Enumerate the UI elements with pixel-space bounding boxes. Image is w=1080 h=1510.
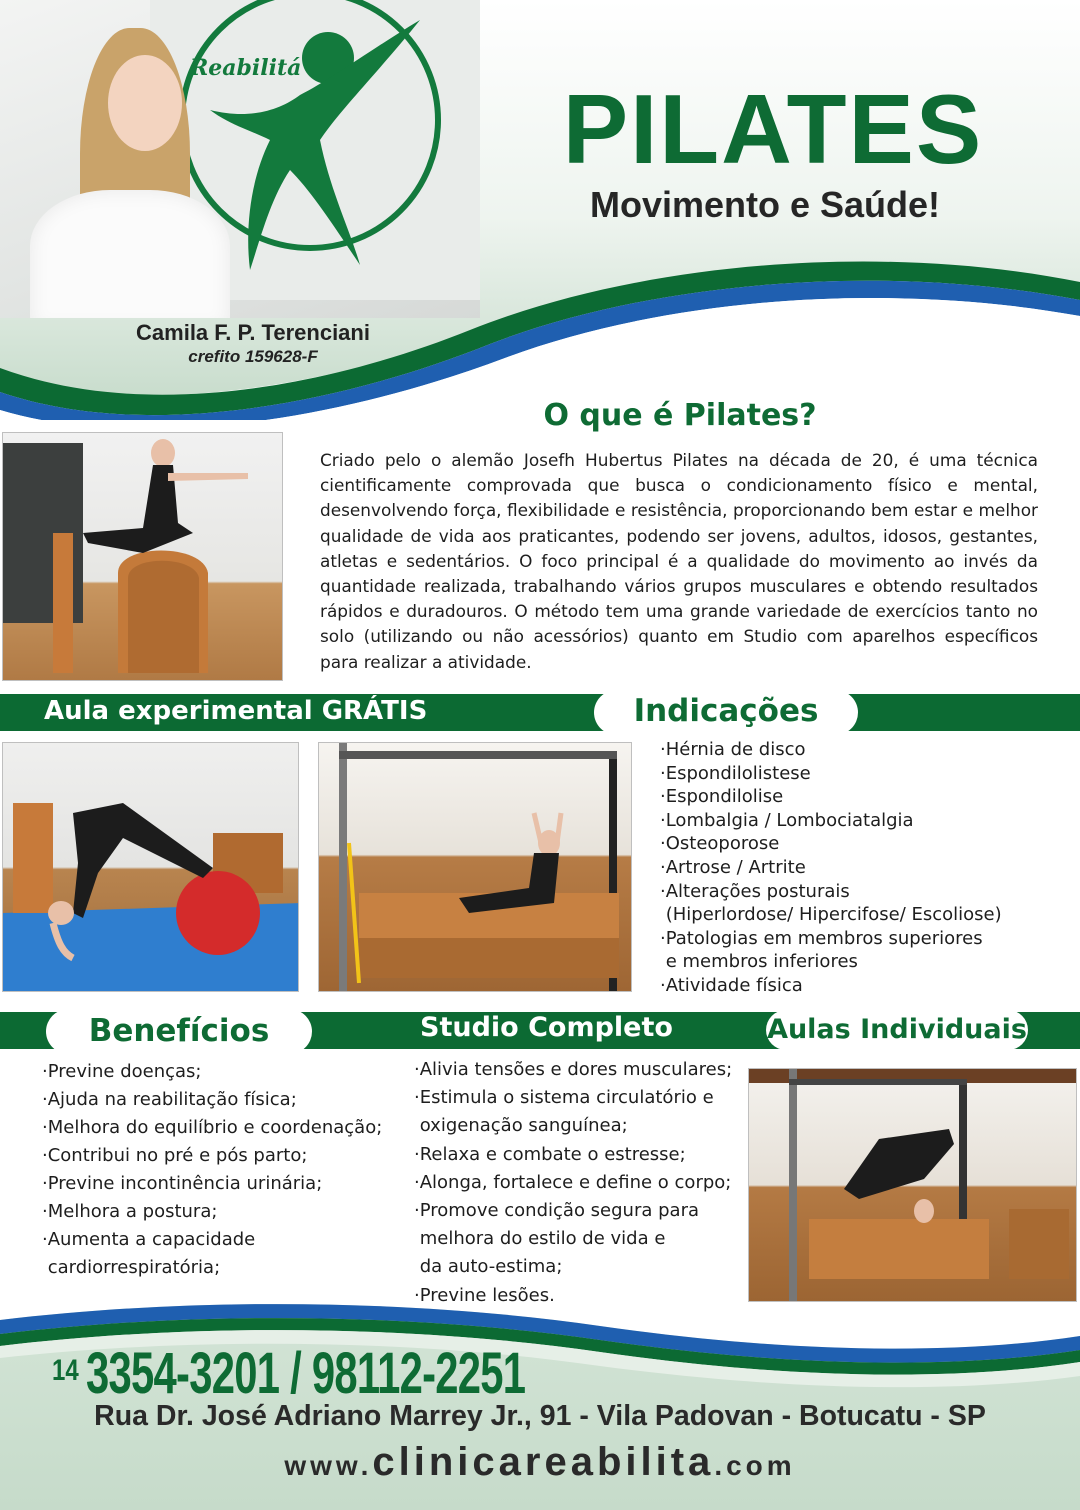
page-subtitle: Movimento e Saúde! xyxy=(589,184,941,225)
photo-ball-exercise xyxy=(2,742,299,992)
indication-item: ·Alterações posturais xyxy=(660,880,850,902)
studio-item: ·Alonga, fortalece e define o corpo; xyxy=(414,1171,732,1193)
studio-item: ·Alivia tensões e dores musculares; xyxy=(414,1059,733,1080)
benefit-item: ·Melhora a postura; xyxy=(42,1201,218,1222)
benefit-item: cardiorrespiratória; xyxy=(42,1257,221,1278)
indication-item: ·Osteoporose xyxy=(660,833,780,855)
website-domain: clinicareabilita xyxy=(372,1440,715,1484)
instructor-photo xyxy=(0,0,480,318)
photo-barrel-exercise xyxy=(2,432,283,681)
studio-heading: Studio Completo xyxy=(420,1012,673,1043)
phone-numbers[interactable]: 3354-3201 / 98112-2251 xyxy=(86,1341,526,1406)
phone-area-code: 14 xyxy=(52,1354,79,1387)
individual-heading: Aulas Individuais xyxy=(767,1014,1027,1045)
benefit-item: ·Melhora do equilíbrio e coordenação; xyxy=(42,1117,383,1138)
benefit-item: ·Aumenta a capacidade xyxy=(42,1229,256,1250)
what-is-pilates-heading: O que é Pilates? xyxy=(543,398,817,433)
studio-list xyxy=(414,1056,732,1310)
benefit-item: ·Contribui no pré e pós parto; xyxy=(42,1145,308,1166)
indications-heading: Indicações xyxy=(633,693,819,729)
studio-item: ·Estimula o sistema circulatório e xyxy=(414,1087,714,1109)
indication-item: e membros inferiores xyxy=(660,951,858,973)
indication-item: ·Espondilolistese xyxy=(660,762,811,784)
website-link[interactable] xyxy=(0,1440,1080,1485)
benefit-item: ·Ajuda na reabilitação física; xyxy=(42,1089,297,1110)
benefits-heading: Benefícios xyxy=(88,1013,270,1049)
portrait-face xyxy=(108,55,182,151)
trial-banner-label: Aula experimental GRÁTIS xyxy=(44,696,428,726)
studio-item: melhora do estilo de vida e xyxy=(414,1228,666,1250)
studio-item: ·Promove condição segura para xyxy=(414,1200,700,1222)
instructor-name: Camila F. P. Terenciani xyxy=(136,320,370,345)
benefits-list xyxy=(42,1058,382,1282)
page-title: PILATES xyxy=(562,74,984,184)
studio-item: ·Relaxa e combate o estresse; xyxy=(414,1143,686,1165)
indication-item: ·Artrose / Artrite xyxy=(660,856,806,878)
indication-item: (Hiperlordose/ Hipercifose/ Escoliose) xyxy=(660,904,1002,926)
photo-cadillac-exercise xyxy=(318,742,632,992)
indications-list xyxy=(660,738,1002,998)
website-prefix: www. xyxy=(284,1450,373,1481)
indication-item: ·Lombalgia / Lombociatalgia xyxy=(660,809,914,831)
indication-item: ·Patologias em membros superiores xyxy=(660,927,983,949)
indication-item: ·Hérnia de disco xyxy=(660,739,806,760)
logo-text: Reabilitá xyxy=(190,55,302,81)
portrait-shirt xyxy=(30,190,230,318)
address: Rua Dr. José Adriano Marrey Jr., 91 - Vila Padovan - Botucatu - SP xyxy=(94,1400,986,1432)
studio-item: da auto-estima; xyxy=(414,1256,563,1278)
benefit-item: ·Previne doenças; xyxy=(42,1061,202,1082)
website-suffix: .com xyxy=(714,1450,796,1481)
indication-item: ·Atividade física xyxy=(660,974,803,996)
indication-item: ·Espondilolise xyxy=(660,786,784,808)
what-is-pilates-text: Criado pelo o alemão Josefh Hubertus Pilates na década de 20, é uma técnica cientificamente comprovada que busca o condicionamento físico e mental, desenvolvendo força, flexibilidade e resistência, proporcionando bem estar e melhor qualidade de vida aos praticantes, podendo ser jovens, adultos, idosos, gestantes, atletas e sedentários. O foco principal é a qualidade do movimento ao invés da quantidade realizada, trabalhando vários grupos musculares e obtendo resultados rápidos e duradouros. O método tem uma grande variedade de exercícios tanto no solo (utilizando ou não acessórios) quanto em Studio com aparelhos específicos para realizar a atividade. xyxy=(320,450,1038,672)
photo-trapeze-exercise xyxy=(748,1068,1077,1302)
benefit-item: ·Previne incontinência urinária; xyxy=(42,1173,323,1194)
studio-item: oxigenação sanguínea; xyxy=(414,1115,628,1137)
instructor-registration: crefito 159628-F xyxy=(188,347,318,366)
studio-item: ·Previne lesões. xyxy=(414,1284,555,1306)
